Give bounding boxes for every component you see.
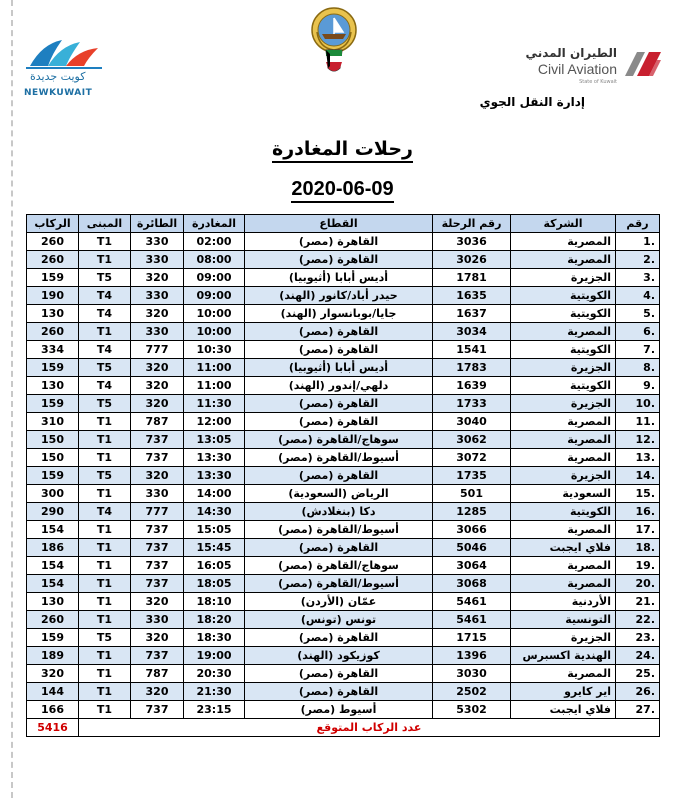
- row-number: .7: [616, 341, 660, 359]
- total-label: عدد الركاب المتوقع: [79, 719, 660, 737]
- flight-number-cell: 1735: [433, 467, 511, 485]
- passengers-cell: 334: [27, 341, 79, 359]
- departure-time-cell: 23:15: [184, 701, 245, 719]
- row-number: .19: [616, 557, 660, 575]
- aircraft-cell: 330: [131, 611, 184, 629]
- airline-cell: المصرية: [511, 323, 616, 341]
- flight-number-cell: 5046: [433, 539, 511, 557]
- col-header-terminal: المبنى: [79, 215, 131, 233]
- passengers-cell: 190: [27, 287, 79, 305]
- aircraft-cell: 330: [131, 251, 184, 269]
- total-row: [27, 719, 660, 737]
- route-cell: القاهرة (مصر): [245, 251, 433, 269]
- route-cell: القاهرة (مصر): [245, 395, 433, 413]
- airline-cell: اير كايرو: [511, 683, 616, 701]
- terminal-cell: T1: [79, 665, 131, 683]
- terminal-cell: T1: [79, 611, 131, 629]
- terminal-cell: T1: [79, 575, 131, 593]
- table-row: [27, 665, 660, 683]
- route-cell: أديس أبابا (أثيوبيا): [245, 359, 433, 377]
- civil-aviation-subtitle: State of Kuwait: [579, 79, 617, 85]
- terminal-cell: T5: [79, 395, 131, 413]
- flight-number-cell: 3030: [433, 665, 511, 683]
- flight-number-cell: 3064: [433, 557, 511, 575]
- departure-time-cell: 12:00: [184, 413, 245, 431]
- table-row: [27, 647, 660, 665]
- route-cell: أديس أبابا (أثيوبيا): [245, 269, 433, 287]
- table-row: [27, 575, 660, 593]
- passengers-cell: 186: [27, 539, 79, 557]
- departure-time-cell: 08:00: [184, 251, 245, 269]
- departure-time-cell: 11:00: [184, 359, 245, 377]
- new-kuwait-english: NEWKUWAIT: [24, 88, 93, 98]
- table-row: [27, 323, 660, 341]
- airline-cell: التونسية: [511, 611, 616, 629]
- aircraft-cell: 320: [131, 395, 184, 413]
- route-cell: القاهرة (مصر): [245, 683, 433, 701]
- col-header-route: القطاع: [245, 215, 433, 233]
- terminal-cell: T1: [79, 539, 131, 557]
- airline-cell: المصرية: [511, 575, 616, 593]
- row-number: .26: [616, 683, 660, 701]
- departure-time-cell: 14:00: [184, 485, 245, 503]
- departure-time-cell: 18:20: [184, 611, 245, 629]
- row-number: .24: [616, 647, 660, 665]
- passengers-cell: 150: [27, 449, 79, 467]
- table-row: [27, 557, 660, 575]
- airline-cell: الكويتية: [511, 377, 616, 395]
- row-number: .14: [616, 467, 660, 485]
- flight-number-cell: 1715: [433, 629, 511, 647]
- departure-time-cell: 02:00: [184, 233, 245, 251]
- route-cell: أسيوط (مصر): [245, 701, 433, 719]
- table-row: [27, 485, 660, 503]
- airline-cell: الكويتية: [511, 305, 616, 323]
- department-title: إدارة النقل الجوي: [479, 95, 585, 109]
- flight-number-cell: 1733: [433, 395, 511, 413]
- airline-cell: فلاي ايجبت: [511, 539, 616, 557]
- terminal-cell: T5: [79, 269, 131, 287]
- row-number: .18: [616, 539, 660, 557]
- departure-time-cell: 16:05: [184, 557, 245, 575]
- departure-time-cell: 10:00: [184, 323, 245, 341]
- row-number: .4: [616, 287, 660, 305]
- departure-time-cell: 14:30: [184, 503, 245, 521]
- flight-number-cell: 501: [433, 485, 511, 503]
- passengers-cell: 189: [27, 647, 79, 665]
- aircraft-cell: 787: [131, 413, 184, 431]
- table-row: [27, 341, 660, 359]
- col-header-no: رقم: [616, 215, 660, 233]
- route-cell: عمّان (الأردن): [245, 593, 433, 611]
- passengers-cell: 310: [27, 413, 79, 431]
- airline-cell: الجزيرة: [511, 359, 616, 377]
- airline-cell: الكويتية: [511, 287, 616, 305]
- airline-cell: المصرية: [511, 251, 616, 269]
- passengers-cell: 144: [27, 683, 79, 701]
- col-header-flight: رقم الرحلة: [433, 215, 511, 233]
- passengers-cell: 260: [27, 611, 79, 629]
- row-number: .15: [616, 485, 660, 503]
- route-cell: القاهرة (مصر): [245, 629, 433, 647]
- table-row: [27, 287, 660, 305]
- departure-time-cell: 15:05: [184, 521, 245, 539]
- table-row: [27, 377, 660, 395]
- table-row: [27, 467, 660, 485]
- terminal-cell: T1: [79, 521, 131, 539]
- civil-aviation-arabic: الطيران المدني: [525, 46, 617, 60]
- civil-aviation-english: Civil Aviation: [537, 61, 617, 77]
- row-number: .12: [616, 431, 660, 449]
- table-row: [27, 629, 660, 647]
- passengers-cell: 154: [27, 521, 79, 539]
- route-cell: القاهرة (مصر): [245, 323, 433, 341]
- airline-cell: المصرية: [511, 431, 616, 449]
- departure-time-cell: 13:30: [184, 467, 245, 485]
- departure-time-cell: 15:45: [184, 539, 245, 557]
- col-header-airline: الشركة: [511, 215, 616, 233]
- terminal-cell: T1: [79, 233, 131, 251]
- aircraft-cell: 320: [131, 377, 184, 395]
- flight-number-cell: 3034: [433, 323, 511, 341]
- table-row: [27, 521, 660, 539]
- flight-number-cell: 3066: [433, 521, 511, 539]
- aircraft-cell: 737: [131, 701, 184, 719]
- route-cell: القاهرة (مصر): [245, 341, 433, 359]
- aircraft-cell: 737: [131, 539, 184, 557]
- aircraft-cell: 330: [131, 233, 184, 251]
- aircraft-cell: 787: [131, 665, 184, 683]
- row-number: .9: [616, 377, 660, 395]
- row-number: .5: [616, 305, 660, 323]
- flight-number-cell: 1541: [433, 341, 511, 359]
- terminal-cell: T1: [79, 431, 131, 449]
- route-cell: القاهرة (مصر): [245, 539, 433, 557]
- table-row: [27, 449, 660, 467]
- table-row: [27, 305, 660, 323]
- route-cell: تونس (تونس): [245, 611, 433, 629]
- aircraft-cell: 737: [131, 449, 184, 467]
- civil-aviation-mark-icon: [623, 48, 663, 78]
- terminal-cell: T5: [79, 629, 131, 647]
- terminal-cell: T1: [79, 323, 131, 341]
- route-cell: القاهرة (مصر): [245, 665, 433, 683]
- passengers-cell: 159: [27, 467, 79, 485]
- aircraft-cell: 737: [131, 521, 184, 539]
- flight-number-cell: 1635: [433, 287, 511, 305]
- route-cell: سوهاج/القاهرة (مصر): [245, 557, 433, 575]
- departure-time-cell: 18:10: [184, 593, 245, 611]
- terminal-cell: T4: [79, 503, 131, 521]
- kuwait-emblem-icon: [299, 4, 369, 76]
- new-kuwait-sails-icon: [22, 36, 106, 72]
- departure-time-cell: 09:00: [184, 269, 245, 287]
- terminal-cell: T4: [79, 377, 131, 395]
- departure-time-cell: 10:30: [184, 341, 245, 359]
- terminal-cell: T1: [79, 485, 131, 503]
- passengers-cell: 159: [27, 629, 79, 647]
- passengers-cell: 260: [27, 251, 79, 269]
- flight-number-cell: 5461: [433, 611, 511, 629]
- airline-cell: المصرية: [511, 449, 616, 467]
- aircraft-cell: 737: [131, 575, 184, 593]
- passengers-cell: 300: [27, 485, 79, 503]
- row-number: .3: [616, 269, 660, 287]
- terminal-cell: T1: [79, 593, 131, 611]
- route-cell: جايا/بوبانسوار (الهند): [245, 305, 433, 323]
- table-row: [27, 539, 660, 557]
- row-number: .20: [616, 575, 660, 593]
- table-row: [27, 395, 660, 413]
- passengers-cell: 320: [27, 665, 79, 683]
- route-cell: دكا (بنغلادش): [245, 503, 433, 521]
- passengers-cell: 130: [27, 593, 79, 611]
- airline-cell: الجزيرة: [511, 629, 616, 647]
- passengers-cell: 154: [27, 557, 79, 575]
- flight-number-cell: 3062: [433, 431, 511, 449]
- route-cell: الرياض (السعودية): [245, 485, 433, 503]
- terminal-cell: T4: [79, 287, 131, 305]
- terminal-cell: T5: [79, 359, 131, 377]
- row-number: .11: [616, 413, 660, 431]
- row-number: .1: [616, 233, 660, 251]
- route-cell: كوزيكود (الهند): [245, 647, 433, 665]
- table-row: [27, 701, 660, 719]
- table-row: [27, 269, 660, 287]
- flight-number-cell: 3068: [433, 575, 511, 593]
- aircraft-cell: 320: [131, 629, 184, 647]
- table-row: [27, 251, 660, 269]
- row-number: .27: [616, 701, 660, 719]
- aircraft-cell: 330: [131, 287, 184, 305]
- row-number: .2: [616, 251, 660, 269]
- passengers-cell: 150: [27, 431, 79, 449]
- departure-time-cell: 10:00: [184, 305, 245, 323]
- route-cell: أسيوط/القاهرة (مصر): [245, 575, 433, 593]
- departure-time-cell: 11:30: [184, 395, 245, 413]
- terminal-cell: T1: [79, 557, 131, 575]
- passengers-cell: 159: [27, 359, 79, 377]
- route-cell: سوهاج/القاهرة (مصر): [245, 431, 433, 449]
- table-row: [27, 359, 660, 377]
- row-number: .25: [616, 665, 660, 683]
- row-number: .10: [616, 395, 660, 413]
- aircraft-cell: 320: [131, 467, 184, 485]
- terminal-cell: T1: [79, 449, 131, 467]
- table-row: [27, 413, 660, 431]
- passengers-cell: 260: [27, 323, 79, 341]
- terminal-cell: T1: [79, 647, 131, 665]
- departures-table: [26, 214, 660, 737]
- airline-cell: الكويتية: [511, 341, 616, 359]
- flight-number-cell: 2502: [433, 683, 511, 701]
- airline-cell: الهندية اكسبرس: [511, 647, 616, 665]
- departure-time-cell: 09:00: [184, 287, 245, 305]
- flight-number-cell: 3072: [433, 449, 511, 467]
- departure-time-cell: 21:30: [184, 683, 245, 701]
- departure-time-cell: 19:00: [184, 647, 245, 665]
- flight-number-cell: 5302: [433, 701, 511, 719]
- route-cell: أسيوط/القاهرة (مصر): [245, 449, 433, 467]
- route-cell: القاهرة (مصر): [245, 233, 433, 251]
- aircraft-cell: 777: [131, 503, 184, 521]
- terminal-cell: T1: [79, 683, 131, 701]
- col-header-aircraft: الطائرة: [131, 215, 184, 233]
- aircraft-cell: 320: [131, 269, 184, 287]
- airline-cell: السعودية: [511, 485, 616, 503]
- civil-aviation-logo: [513, 44, 663, 94]
- col-header-departure: المغادرة: [184, 215, 245, 233]
- route-cell: حيدر أباد/كانور (الهند): [245, 287, 433, 305]
- airline-cell: الجزيرة: [511, 467, 616, 485]
- airline-cell: الجزيرة: [511, 395, 616, 413]
- table-row: [27, 593, 660, 611]
- row-number: .22: [616, 611, 660, 629]
- terminal-cell: T1: [79, 413, 131, 431]
- route-cell: القاهرة (مصر): [245, 413, 433, 431]
- passengers-cell: 166: [27, 701, 79, 719]
- airline-cell: فلاي ايجبت: [511, 701, 616, 719]
- terminal-cell: T1: [79, 251, 131, 269]
- route-cell: أسيوط/القاهرة (مصر): [245, 521, 433, 539]
- table-row: [27, 233, 660, 251]
- table-row: [27, 611, 660, 629]
- route-cell: دلهي/إندور (الهند): [245, 377, 433, 395]
- aircraft-cell: 320: [131, 683, 184, 701]
- departure-time-cell: 18:05: [184, 575, 245, 593]
- flight-number-cell: 3036: [433, 233, 511, 251]
- report-date: 2020-06-09: [0, 178, 685, 201]
- col-header-passengers: الركاب: [27, 215, 79, 233]
- airline-cell: الكويتية: [511, 503, 616, 521]
- aircraft-cell: 320: [131, 359, 184, 377]
- terminal-cell: T4: [79, 341, 131, 359]
- new-kuwait-logo: [22, 36, 106, 104]
- page-margin-line: [11, 0, 13, 798]
- row-number: .17: [616, 521, 660, 539]
- table-header-row: [27, 215, 660, 233]
- airline-cell: الأردنية: [511, 593, 616, 611]
- passengers-cell: 260: [27, 233, 79, 251]
- passengers-cell: 159: [27, 269, 79, 287]
- departure-time-cell: 18:30: [184, 629, 245, 647]
- passengers-cell: 159: [27, 395, 79, 413]
- airline-cell: المصرية: [511, 665, 616, 683]
- aircraft-cell: 330: [131, 485, 184, 503]
- airline-cell: المصرية: [511, 557, 616, 575]
- row-number: .8: [616, 359, 660, 377]
- terminal-cell: T4: [79, 305, 131, 323]
- aircraft-cell: 737: [131, 557, 184, 575]
- airline-cell: المصرية: [511, 413, 616, 431]
- passengers-cell: 154: [27, 575, 79, 593]
- departure-time-cell: 11:00: [184, 377, 245, 395]
- table-row: [27, 503, 660, 521]
- aircraft-cell: 737: [131, 431, 184, 449]
- passengers-cell: 130: [27, 305, 79, 323]
- aircraft-cell: 320: [131, 305, 184, 323]
- total-passengers: 5416: [27, 719, 79, 737]
- new-kuwait-arabic: كويت جديدة: [30, 70, 86, 83]
- flight-number-cell: 1783: [433, 359, 511, 377]
- aircraft-cell: 330: [131, 323, 184, 341]
- airline-cell: الجزيرة: [511, 269, 616, 287]
- table-row: [27, 431, 660, 449]
- row-number: .16: [616, 503, 660, 521]
- flight-number-cell: 1639: [433, 377, 511, 395]
- route-cell: القاهرة (مصر): [245, 467, 433, 485]
- departure-time-cell: 20:30: [184, 665, 245, 683]
- table-row: [27, 683, 660, 701]
- row-number: .23: [616, 629, 660, 647]
- row-number: .6: [616, 323, 660, 341]
- flight-number-cell: 1285: [433, 503, 511, 521]
- airline-cell: المصرية: [511, 521, 616, 539]
- row-number: .13: [616, 449, 660, 467]
- flight-number-cell: 1781: [433, 269, 511, 287]
- passengers-cell: 290: [27, 503, 79, 521]
- aircraft-cell: 737: [131, 647, 184, 665]
- flight-number-cell: 1396: [433, 647, 511, 665]
- passengers-cell: 130: [27, 377, 79, 395]
- departure-time-cell: 13:30: [184, 449, 245, 467]
- row-number: .21: [616, 593, 660, 611]
- aircraft-cell: 777: [131, 341, 184, 359]
- flight-number-cell: 5461: [433, 593, 511, 611]
- flight-number-cell: 3040: [433, 413, 511, 431]
- terminal-cell: T5: [79, 467, 131, 485]
- flight-number-cell: 1637: [433, 305, 511, 323]
- flight-number-cell: 3026: [433, 251, 511, 269]
- departure-time-cell: 13:05: [184, 431, 245, 449]
- page-title: رحلات المغادرة: [0, 138, 685, 160]
- terminal-cell: T1: [79, 701, 131, 719]
- aircraft-cell: 320: [131, 593, 184, 611]
- airline-cell: المصرية: [511, 233, 616, 251]
